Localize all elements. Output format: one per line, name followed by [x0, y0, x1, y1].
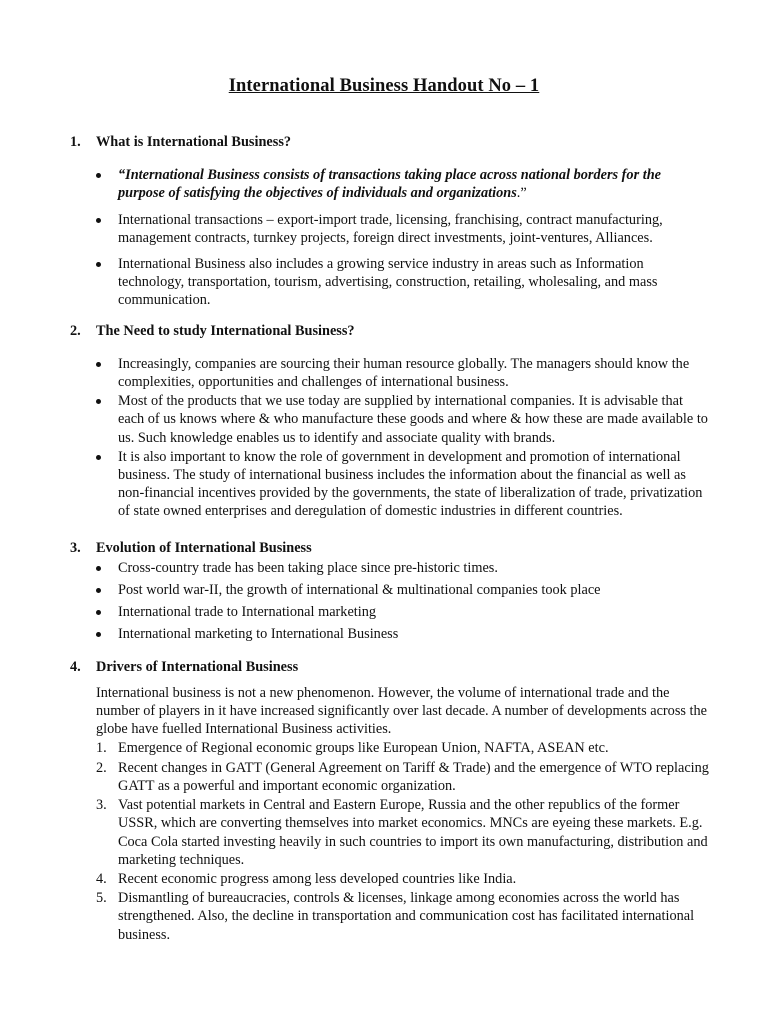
- list-item-text: Increasingly, companies are sourcing their human resource globally. The managers should know the complexities, opportunities and challenges of international business.: [118, 355, 690, 391]
- list-item-text: It is also important to know the role of government in development and promotion of international business. The study of international business includes the information about the financial as well as non-financial incentives provided by the governments, the state of liberalization of trade, privatization of state owned enterprises and deregulation of domestic industries in different countries.: [118, 448, 703, 520]
- section-heading: [70, 539, 710, 557]
- bullet-icon: [96, 173, 101, 178]
- list-item-text: Most of the products that we use today are supplied by international companies. It is advisable that each of us knows where & who manufacture these goods and where & how these are made available to us. Such knowledge enables us to identify and associate quality with brands.: [118, 393, 708, 446]
- section-number: 1.: [70, 134, 81, 150]
- section-number: 3.: [70, 539, 81, 556]
- bullet-icon: [96, 455, 101, 460]
- section-title: What is International Business?: [96, 134, 292, 150]
- section-heading: [70, 133, 710, 151]
- bullet-list: [70, 355, 710, 521]
- list-item-text: Vast potential markets in Central and Eastern Europe, Russia and the other republics of the former USSR, which are converting themselves into market economics. MNCs are eyeing these markets. E.g. Coca Cola started investing heavily in such countries to import its own manufacturing, distribution and marketing techniques.: [118, 797, 708, 868]
- list-item-number: 2.: [96, 759, 107, 776]
- list-item-number: 1.: [96, 740, 107, 757]
- section-heading: [70, 322, 710, 340]
- list-item: [70, 355, 710, 391]
- list-item: [70, 603, 710, 621]
- list-item: [70, 870, 710, 888]
- section-what-is-ib: [70, 133, 710, 310]
- bullet-icon: [96, 566, 101, 571]
- section-drivers: [70, 658, 710, 944]
- bullet-icon: [96, 218, 101, 223]
- section-number: 2.: [70, 322, 81, 339]
- section-title: The Need to study International Business?: [96, 322, 355, 339]
- page-title: International Business Handout No – 1: [228, 76, 540, 96]
- list-item-number: 5.: [96, 890, 107, 907]
- list-item: [70, 166, 710, 202]
- bullet-icon: [96, 588, 101, 593]
- section-title: Drivers of International Business: [96, 658, 299, 675]
- list-item-text: International marketing to International Business: [118, 626, 399, 643]
- bullet-list: [70, 559, 710, 644]
- list-item-text: Cross-country trade has been taking place since pre-historic times.: [118, 559, 498, 576]
- list-item-text: International transactions – export-import trade, licensing, franchising, contract manufacturing, management contracts, turnkey projects, foreign direct investments, joint-ventures, Alliances.: [118, 211, 663, 246]
- bullet-icon: [96, 399, 101, 404]
- list-item-text: International trade to International marketing: [118, 604, 377, 621]
- definition-quote: “International Business consists of transactions taking place across national borders for the purpose of satisfying the objectives of individuals and organizations: [118, 167, 661, 202]
- list-item: [70, 581, 710, 599]
- bullet-list: [70, 166, 710, 309]
- list-item: [70, 559, 710, 577]
- numbered-list: [70, 739, 710, 943]
- list-item-text: Recent economic progress among less developed countries like India.: [118, 870, 517, 887]
- bullet-icon: [96, 362, 101, 367]
- list-item: [70, 625, 710, 643]
- list-item: [70, 759, 710, 795]
- document-body: [70, 133, 710, 945]
- list-item-text: International Business also includes a growing service industry in areas such as Information technology, transportation, tourism, advertising, construction, retailing, wholesaling, and mass communication.: [118, 256, 658, 309]
- list-item: [70, 796, 710, 869]
- list-item-number: 4.: [96, 870, 107, 887]
- bullet-icon: [96, 262, 101, 267]
- section-need-to-study: [70, 322, 710, 539]
- list-item: [70, 392, 710, 447]
- list-item-number: 3.: [96, 797, 107, 814]
- list-item: [70, 211, 710, 247]
- list-item: [70, 255, 710, 310]
- list-item-text: Post world war-II, the growth of international & multinational companies took place: [118, 582, 601, 599]
- section-heading: [70, 658, 710, 676]
- section-evolution: [70, 539, 710, 658]
- list-item-text: Emergence of Regional economic groups like European Union, NAFTA, ASEAN etc.: [118, 740, 609, 757]
- section-title: Evolution of International Business: [96, 539, 312, 556]
- section-number: 4.: [70, 658, 81, 675]
- list-item: [70, 448, 710, 521]
- bullet-icon: [96, 632, 101, 637]
- quote-end: .”: [516, 185, 527, 202]
- list-item: [70, 739, 710, 757]
- section-intro-paragraph: International business is not a new phenomenon. However, the volume of international trade and the number of players in it have increased significantly over last decade. A number of developments across the globe have fuelled International Business activities.: [96, 684, 707, 738]
- bullet-icon: [96, 610, 101, 615]
- list-item: [70, 889, 710, 944]
- list-item-text: Recent changes in GATT (General Agreement on Tariff & Trade) and the emergence of WTO replacing GATT as a powerful and important economic organization.: [118, 759, 709, 794]
- list-item-text: Dismantling of bureaucracies, controls & licenses, linkage among economies across the world has strengthened. Also, the decline in transportation and communication cost has facilitated international business.: [118, 890, 695, 943]
